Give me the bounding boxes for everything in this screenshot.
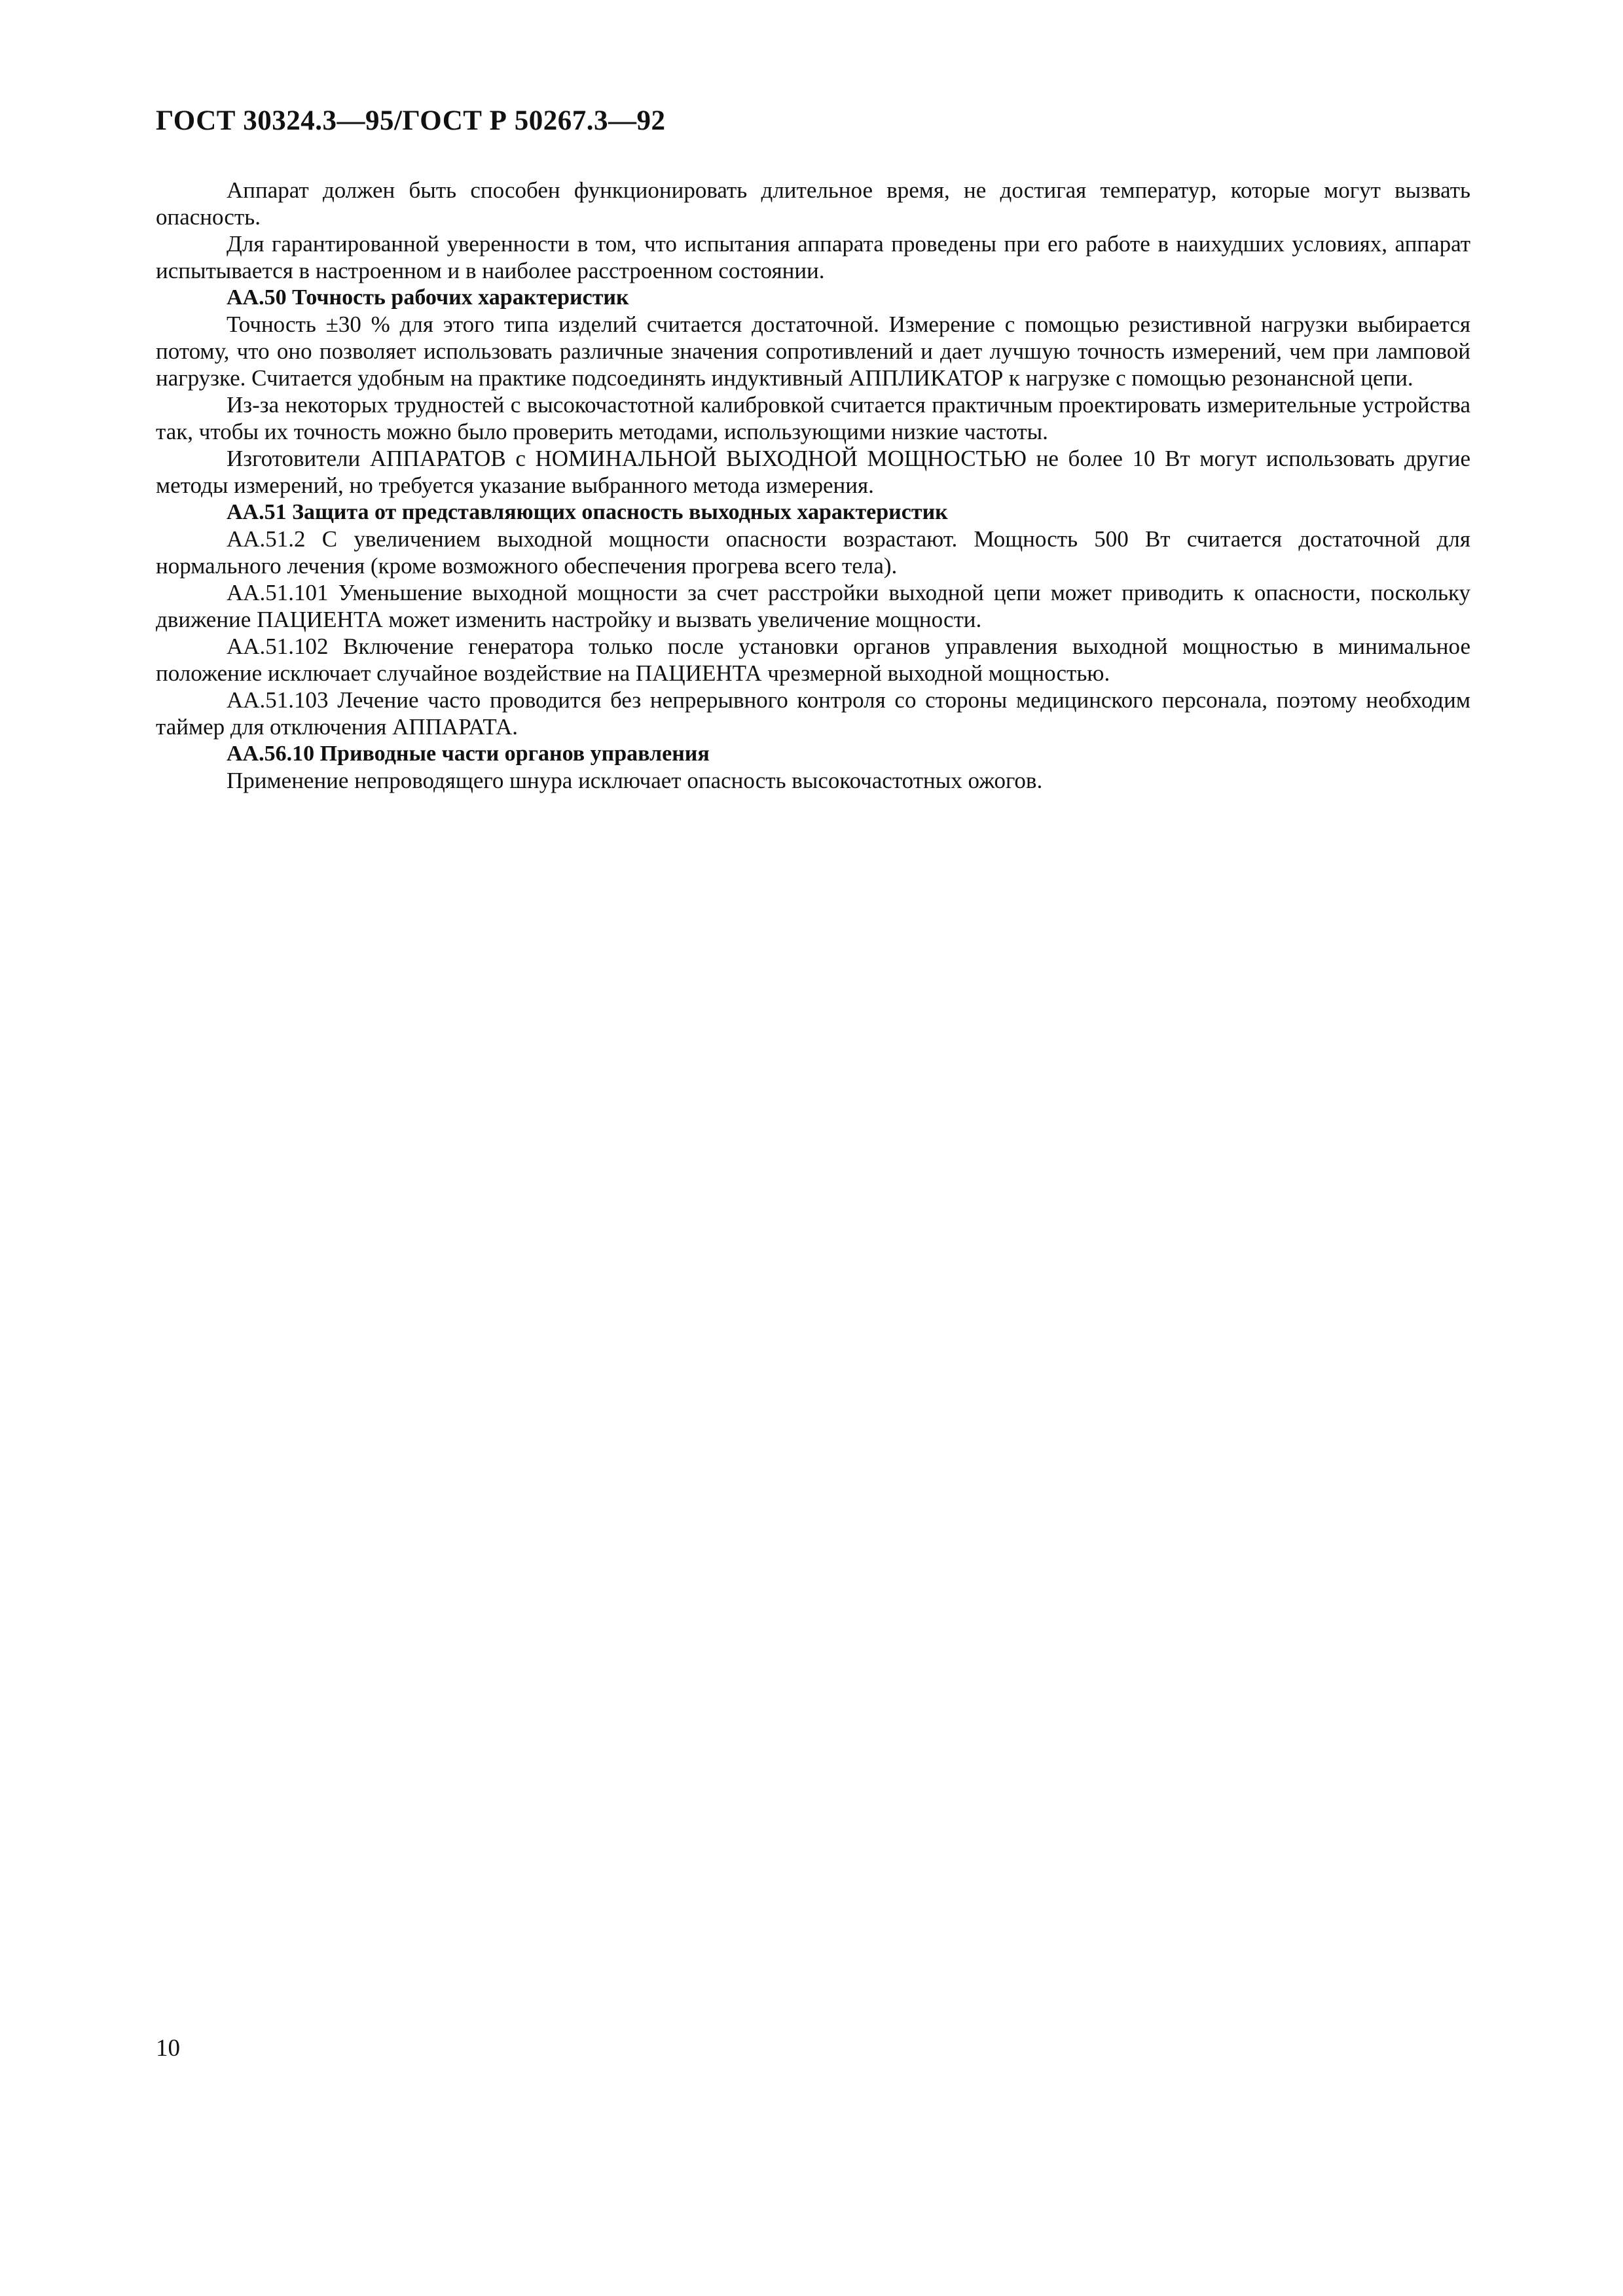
paragraph: АА.51.103 Лечение часто проводится без непрерывного контроля со стороны медицинского персонала, поэтому необходим таймер для отключения АППАРАТА. [156, 687, 1470, 740]
paragraph: АА.51.102 Включение генератора только после установки органов управления выходной мощностью в минимальное положение исключает случайное воздействие на ПАЦИЕНТА чрезмерной выходной мощностью. [156, 634, 1470, 686]
page-number: 10 [156, 2035, 180, 2062]
paragraph: Точность ±30 % для этого типа изделий считается достаточной. Измерение с помощью резистивной нагрузки выбирается потому, что оно позволяет использовать различные значения сопротивлений и дает лучшую точность измерений, чем при ламповой нагрузке. Считается удобным на практике подсоединять индуктивный АППЛИКАТОР к нагрузке с помощью резонансной цепи. [156, 312, 1470, 391]
section-heading-aa51: АА.51 Защита от представляющих опасность выходных характеристик [227, 500, 948, 524]
section-heading-aa5610: АА.56.10 Приводные части органов управления [227, 742, 710, 766]
paragraph: Аппарат должен быть способен функционировать длительное время, не достигая температур, которые могут вызвать опасность. [156, 177, 1470, 230]
paragraph: Изготовители АППАРАТОВ с НОМИНАЛЬНОЙ ВЫХОДНОЙ МОЩНОСТЬЮ не более 10 Вт могут использовать другие методы измерений, но требуется указание выбранного метода измерения. [156, 446, 1470, 498]
document-header: ГОСТ 30324.3—95/ГОСТ Р 50267.3—92 [156, 105, 666, 136]
section-heading-aa50: АА.50 Точность рабочих характеристик [227, 285, 629, 310]
document-body [156, 177, 1470, 794]
paragraph: АА.51.101 Уменьшение выходной мощности за счет расстройки выходной цепи может приводить к опасности, поскольку движение ПАЦИЕНТА может изменить настройку и вызвать увеличение мощности. [156, 580, 1470, 632]
paragraph: Для гарантированной уверенности в том, что испытания аппарата проведены при его работе в наихудших условиях, аппарат испытывается в настроенном и в наиболее расстроенном состоянии. [156, 231, 1470, 283]
paragraph: АА.51.2 С увеличением выходной мощности опасности возрастают. Мощность 500 Вт считается достаточной для нормального лечения (кроме возможного обеспечения прогрева всего тела). [156, 526, 1470, 579]
paragraph: Из-за некоторых трудностей с высокочастотной калибровкой считается практичным проектировать измерительные устройства так, чтобы их точность можно было проверить методами, использующими низкие частоты. [156, 392, 1470, 444]
paragraph: Применение непроводящего шнура исключает опасность высокочастотных ожогов. [227, 768, 1043, 793]
